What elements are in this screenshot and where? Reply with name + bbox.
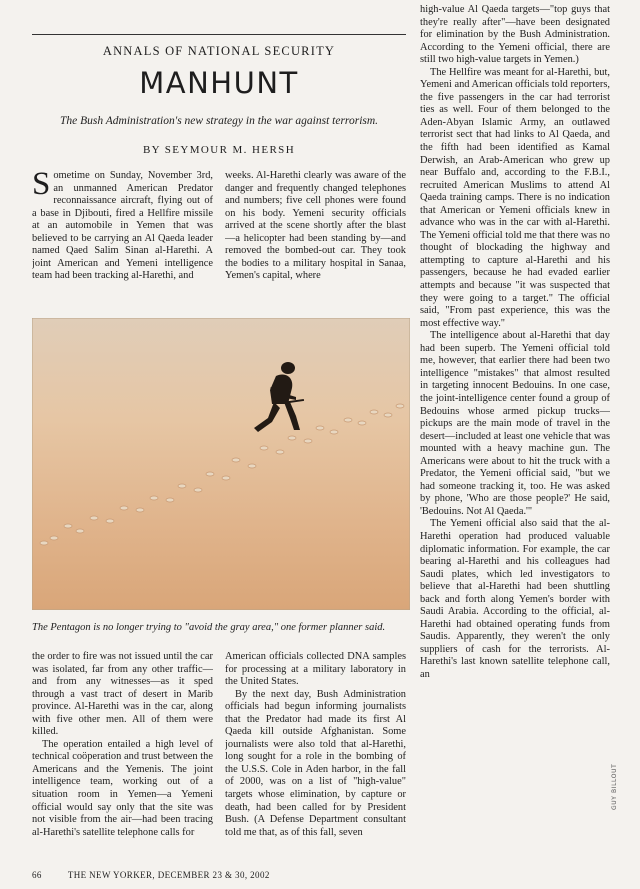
page-footer	[32, 870, 332, 880]
illustration-art	[32, 318, 410, 610]
paragraph: American officials collected DNA samples for processing at a military laboratory in the United States.	[225, 651, 406, 688]
publication-line: THE NEW YORKER, DECEMBER 23 & 30, 2002	[67, 870, 270, 880]
illustration-credit: GUY BILLOUT	[611, 763, 618, 810]
article-headline: MANHUNT	[139, 66, 299, 100]
paragraph: The Yemeni official also said that the al-Harethi operation had produced valuable diplomatic information. For example, the car bearing al-Harethi and his colleagues had Saudi plates, which led investigators to believe that al-Harethi had been shuttling back and forth along Yemen's border with Saudi Arabia. According to the official, al-Harethi had obtained operating funds from Saudis. Apparently, they weren't the only suppliers of cash for the terrorists. Al-Harethi's last known satellite telephone call, an	[420, 518, 610, 680]
paragraph: The operation entailed a high level of technical coöperation and trust between the Americans and the Yemenis. The joint intelligence team, working out of a situation room in Yemen—a Yemeni official would say only that the site was not visible from the air—had been tracing al-Harethi's satellite telephone calls for	[32, 738, 213, 838]
paragraph: high-value Al Qaeda targets—"top guys that they're really after"—have been designated for elimination by the Bush Administration. According to the Yemeni official, there are still two high-value targets in Yemen.)	[420, 4, 610, 66]
illustration-caption: The Pentagon is no longer trying to "avoid the gray area," one former planner said.	[32, 622, 386, 633]
text-column-1	[32, 170, 213, 322]
header-rule	[32, 34, 406, 35]
article-dek: The Bush Administration's new strategy in the war against terrorism.	[59, 115, 379, 127]
text-column-4	[32, 651, 213, 863]
paragraph: Sometime on Sunday, November 3rd, an unmanned American Predator reconnaissance aircraft, flying out of a base in Djibouti, fired a Hellfire missile at an automobile in Yemen that was believed to be carrying an Al Qaeda leader named Qaed Salim Sinan al-Harethi. A joint American and Yemeni intelligence team had been tracking al-Harethi, and	[32, 170, 213, 282]
paragraph: The intelligence about al-Harethi that day had been superb. The Yemeni official told me, however, that earlier there had been two intelligence "mistakes" that almost resulted in targeting innocent Bedouins. In one case, the joint-intelligence center found a group of Bedouins whose armed pickup trucks—pickups are the main mode of travel in the desert—included at least one vehicle that was mounted with a heavy machine gun. The Americans were about to hit the truck with a Predator, the Yemeni official said, "but we had someone tracking it, too. He was asked by phone, 'Who are those people?' He said, 'Bedouins. Not Al Qaeda.'"	[420, 330, 610, 517]
section-kicker: ANNALS OF NATIONAL SECURITY	[102, 44, 336, 58]
article-byline: BY SEYMOUR M. HERSH	[142, 144, 296, 156]
paragraph: the order to fire was not issued until the car was isolated, far from any other traffic—and from any witnesses—as it sped through a vast tract of desert in Marib province. Al-Harethi was in the car, along with five other men. All of them were killed.	[32, 651, 213, 738]
drop-cap: S	[32, 170, 51, 202]
text-column-3	[420, 4, 610, 859]
text-column-5	[225, 651, 406, 863]
page-number: 66	[32, 870, 42, 880]
paragraph: weeks. Al-Harethi clearly was aware of the danger and frequently changed telephones and numbers; five cell phones were found on his body. Yemeni security officials arrived at the scene shortly after the blast—a helicopter had been standing by—and removed the bombed-out car. They took the bodies to a military hospital in Sanaa, Yemen's capital, where	[225, 170, 406, 282]
paragraph: The Hellfire was meant for al-Harethi, but, Yemeni and American officials told reporters, the five passengers in the car had terrorist ties as well. Four of them belonged to the Aden-Abyan Islamic Army, an outlawed terrorist sect that had links to Al Qaeda, and the fifth had been identified as Kamal Derwish, an Arab-American who grew up near Buffalo and, according to the F.B.I., recruited American Muslims to attend Al Qaeda training camps. There is no indication that American or Yemeni officials knew in advance who was in the car with al-Harethi. The Yemeni official told me that there was no thought of blockading the highway and attempting to capture al-Harethi and his passengers, because he had evaded earlier attempts and because "it was suspected that they were going to a target." The official said, "From past experience, this was the most effective way."	[420, 66, 610, 329]
text-column-2	[225, 170, 406, 322]
desert-illustration	[32, 318, 410, 610]
paragraph: By the next day, Bush Administration officials had begun informing journalists that the Predator had made its first Al Qaeda kill outside Afghanistan. Some journalists were also told that al-Harethi, long sought for a role in the bombing of the U.S.S. Cole in Aden harbor, in the fall of 2000, was on a list of "high-value" targets whose elimination, by capture or death, had been called for by President Bush. (A Defense Department consultant told me that, as of this fall, seven	[225, 688, 406, 838]
